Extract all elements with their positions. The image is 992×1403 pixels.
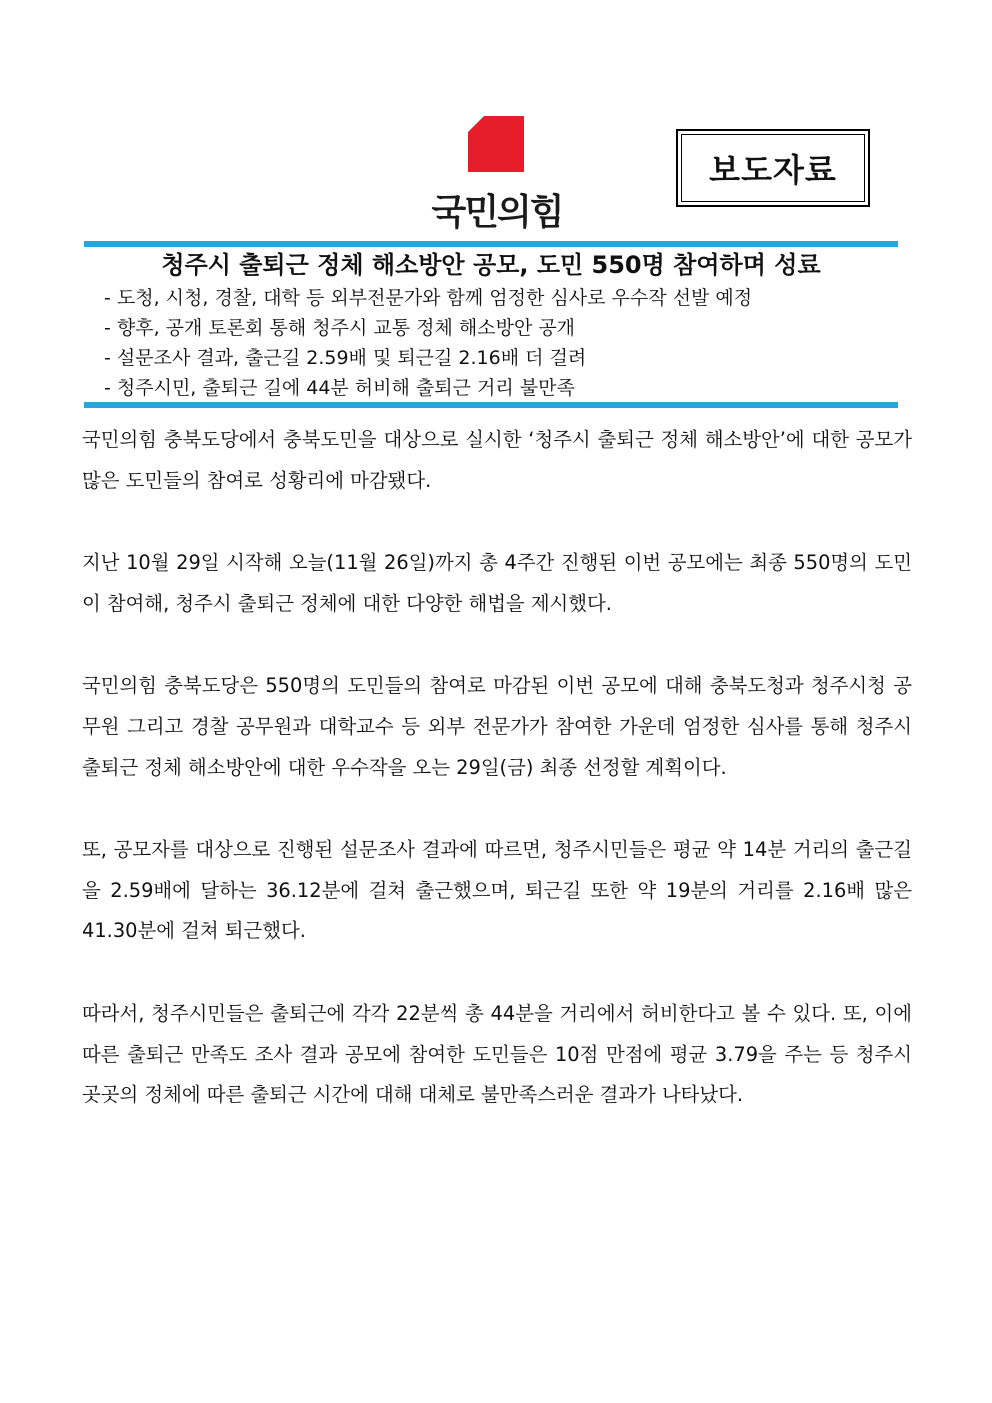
party-logo [422,116,572,232]
body-paragraph: 또, 공모자를 대상으로 진행된 설문조사 결과에 따르면, 청주시민들은 평균 약 14분 거리의 출근길을 2.59배에 달하는 36.12분에 걸쳐 출근했으며, 퇴근길 또한 약 19분의 거리를 2.16배 많은 41.30분에 걸쳐 퇴근했다. [82,838,912,943]
subheading-item: - 도청, 시청, 경찰, 대학 등 외부전문가와 함께 엄정한 심사로 우수작 선발 예정 [104,287,753,309]
party-name: 국민의힘 [431,192,563,233]
subheading-item: - 향후, 공개 토론회 통해 청주시 교통 정체 해소방안 공개 [104,317,576,339]
headline-bottom-rule [84,402,898,408]
body-paragraph: 국민의힘 충북도당에서 충북도민을 대상으로 실시한 ‘청주시 출퇴근 정체 해소방안’에 대한 공모가 많은 도민들의 참여로 성황리에 마감됐다. [82,428,912,492]
press-release-label: 보도자료 [681,134,865,202]
headline: 청주시 출퇴근 정체 해소방안 공모, 도민 550명 참여하며 성료 [161,251,821,279]
press-release-box [676,129,870,207]
article-body [82,420,912,1158]
subheading-item: - 청주시민, 출퇴근 길에 44분 허비해 출퇴근 거리 불만족 [104,377,575,399]
red-square-logo-icon [468,116,524,172]
subheading-list [104,283,904,403]
subheading-item: - 설문조사 결과, 출근길 2.59배 및 퇴근길 2.16배 더 걸려 [104,347,587,369]
body-paragraph: 지난 10월 29일 시작해 오늘(11월 26일)까지 총 4주간 진행된 이번 공모에는 최종 550명의 도민이 참여해, 청주시 출퇴근 정체에 대한 다양한 해법을 제시했다. [82,551,912,615]
body-paragraph: 국민의힘 충북도당은 550명의 도민들의 참여로 마감된 이번 공모에 대해 충북도청과 청주시청 공무원 그리고 경찰 공무원과 대학교수 등 외부 전문가가 참여한 가운데 엄정한 심사를 통해 청주시 출퇴근 정체 해소방안에 대한 우수작을 오는 29일(금) 최종 선정할 계획이다. [82,674,912,779]
body-paragraph: 따라서, 청주시민들은 출퇴근에 각각 22분씩 총 44분을 거리에서 허비한다고 볼 수 있다. 또, 이에 따른 출퇴근 만족도 조사 결과 공모에 참여한 도민들은 10점 만점에 평균 3.79을 주는 등 청주시 곳곳의 정체에 따른 출퇴근 시간에 대해 대체로 불만족스러운 결과가 나타났다. [82,1001,912,1107]
headline-top-rule [84,241,898,247]
